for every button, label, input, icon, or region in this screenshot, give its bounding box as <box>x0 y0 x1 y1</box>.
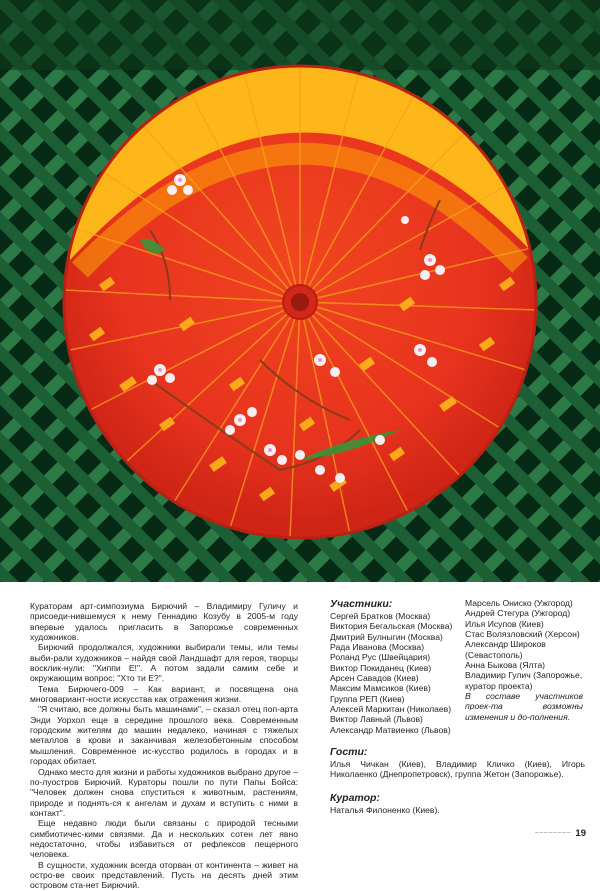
article-paragraph: Бирючий продолжался, художники выбирали темы, или темы выби-рали художников – найдя свой Ландшафт для героя, творцы восклик-нули: "Хиппи Е!". А потом задали самим себе и окружающим вопрос: "Хто ти Е?". <box>30 642 298 684</box>
participant-item: куратор проекта) <box>465 680 533 691</box>
participant-item: Сергей Братков (Москва) <box>330 611 431 621</box>
participant-item: Александр Матвиенко (Львов) <box>330 724 451 735</box>
participant-item: Марсель Ониско (Ужгород) <box>465 598 573 608</box>
article-paragraph: Однако место для жизни и работы художников выбрано другое – по-луостров Бирючий. Кураторы пошли по пути Папы Бойса: "Человек должен снова спуститься к животным, растениям, природе и поднять-ся к ангелам и духам и вступить с ними в контакт". <box>30 766 298 818</box>
article-paragraph: Тема Бирючего-009 – Как вариант, и посвящена она многовариант-ности искусства как отражения жизни. <box>30 683 298 705</box>
article-paragraph: Кураторам арт-симпозиума Бирючий – Владимиру Гуличу и присоеди-нившемуся к нему Геннадию Козубу в 2005-м году впервые удалось пригласить в Запорожье современных художников. <box>30 601 298 643</box>
participants-heading: Участники: <box>330 598 393 610</box>
curator-text: Наталья Филоненко (Киев). <box>330 805 440 815</box>
participant-item: Анна Быкова (Ялта) <box>465 660 546 671</box>
participant-item: Группа РЕП (Киев) <box>330 693 405 704</box>
participant-item: (Севастополь) <box>465 649 523 660</box>
participant-item: Александр Широков <box>465 639 546 650</box>
footer-rule: ──────── <box>535 830 572 837</box>
guests-heading: Гости: <box>330 746 368 758</box>
participant-item: Стас Волязловский (Херсон) <box>465 629 580 640</box>
curator-heading: Куратор: <box>330 792 380 804</box>
participant-item: Роланд Рус (Швейцария) <box>330 652 431 663</box>
participant-item: Виктор Покиданец (Киев) <box>330 662 432 673</box>
participants-note: В составе участников проек-та возможны изменения и до-полнения. <box>465 691 583 722</box>
guests-text: Илья Чичкан (Киев), Владимир Кличко (Киев), Игорь Николаенко (Днепропетровск), группа Жетон (Запорожье). <box>330 759 585 780</box>
page-footer <box>535 828 586 839</box>
article-paragraph: Еще недавно люди были связаны с природой тесными симбиотичес-кими связями. Да и нескольких сотен лет явно недостаточно, чтобы избавиться от рефлексов пещерного человека. <box>30 818 298 860</box>
article-column <box>30 601 298 891</box>
participant-item: Виктория Бегальская (Москва) <box>330 621 453 632</box>
article-paragraph: "Я считаю, все должны быть машинами", – сказал отец поп-арта Энди Уорхол еще в середине прошлого века. Современным городским жителям до машин недалеко, начиная с тяжелых металлов в крови и заканчивая железобетонным способом мышления. Современное ис-кусство родилось в городах и в городах обитает. <box>30 704 298 767</box>
participant-item: Дмитрий Булныгин (Москва) <box>330 631 443 642</box>
participant-item: Владимир Гулич (Запорожье, <box>465 670 583 681</box>
participant-item: Рада Иванова (Москва) <box>330 642 425 653</box>
participants-list-left <box>330 598 460 735</box>
participant-item: Алексей Маркитан (Николаев) <box>330 704 452 715</box>
article-paragraph: В сущности, художник всегда оторван от континента – живет на остро-ве своих представлений. Пусть на десять дней этим островом ста-нет Бирючий. <box>30 859 298 891</box>
curator-section <box>330 792 585 815</box>
participant-item: Максим Мамсиков (Киев) <box>330 683 431 694</box>
participant-item: Арсен Савадов (Киев) <box>330 673 419 684</box>
participant-item: Илья Исупов (Киев) <box>465 618 544 629</box>
participant-item: Андрей Стегура (Ужгород) <box>465 608 571 619</box>
participant-item: Виктор Лавный (Львов) <box>330 714 423 725</box>
page-number: 19 <box>575 828 586 839</box>
participants-list-right <box>465 598 583 722</box>
guests-section <box>330 746 585 780</box>
